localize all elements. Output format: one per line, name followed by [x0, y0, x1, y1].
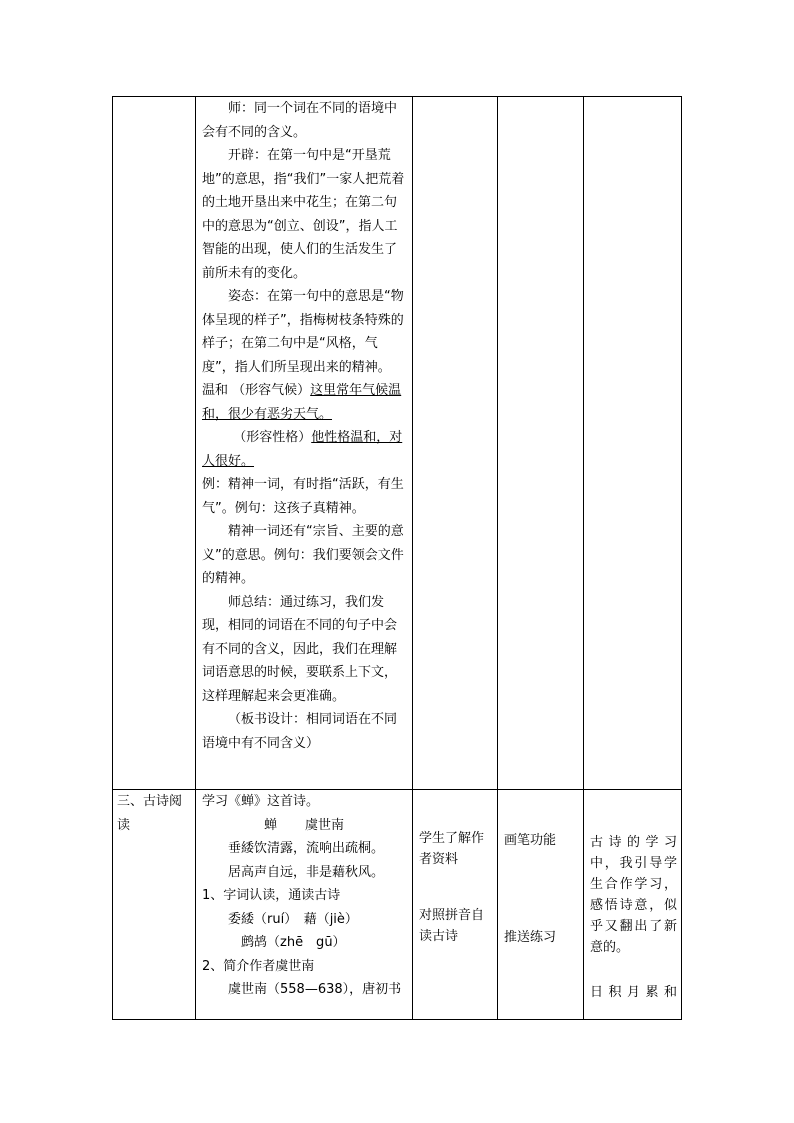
table-row — [113, 790, 682, 1020]
poem-line-1: 垂緌饮清露，流响出疏桐。 — [228, 841, 385, 856]
lesson-plan-table — [112, 96, 682, 1020]
table-row — [113, 97, 682, 790]
paragraph-zitai: 姿态：在第一句中的意思是“物体呈现的样子”，指梅树枝条特殊的样子；在第二句中是“风格，气度”，指人们所呈现出来的精神。 — [202, 289, 404, 375]
paragraph-jingshen-1: 例：精神一词，有时指“活跃，有生气”。例句：这孩子真精神。 — [202, 477, 404, 516]
media-item-1: 画笔功能 — [504, 833, 557, 848]
example-character: 他性格温和，对人很好。 — [202, 430, 403, 469]
section-cell-empty — [113, 97, 196, 790]
section-title: 三、古诗阅读 — [117, 794, 183, 833]
paragraph-jingshen-2: 精神一词还有“宗旨、主要的意义”的意思。例句：我们要领会文件的精神。 — [202, 524, 404, 586]
poem-title: 蝉 — [264, 817, 278, 833]
author-intro: 虞世南（558—638），唐初书 — [228, 982, 402, 997]
paragraph-teacher: 师：同一个词在不同的语境中会有不同的含义。 — [202, 101, 398, 140]
step-1: 1、字词认读，通读古诗 — [202, 888, 341, 903]
paragraph-board-design: （板书设计：相同词语在不同语境中有不同含义） — [202, 712, 398, 751]
step-2: 2、简介作者虞世南 — [202, 958, 315, 974]
poem-author: 虞世南 — [305, 817, 345, 833]
paragraph-wenhe-2 — [202, 426, 408, 473]
student-activity-1: 学生了解作者资料 — [419, 831, 485, 867]
poem-intro: 学习《蝉》这首诗。 — [202, 794, 320, 809]
media-cell-empty — [498, 97, 584, 790]
pinyin-line-2: 鹧鸪（zhē gū） — [241, 935, 346, 950]
reflection-cell-empty — [584, 97, 682, 790]
teaching-content-cell — [196, 790, 413, 1020]
student-activity-cell — [413, 790, 498, 1020]
pinyin-line-1: 委緌（ruí） 藉（jiè） — [228, 911, 358, 927]
reflection-text-2: 日积月累和 — [590, 985, 677, 1000]
reflection-text-1: 古诗的学习中，我引导学生合作学习，感悟诗意，似乎又翻出了新意的。 — [590, 835, 677, 955]
reflection-cell — [584, 790, 682, 1020]
paragraph-wenhe-1 — [202, 379, 408, 426]
media-cell — [498, 790, 584, 1020]
media-item-2: 推送练习 — [504, 930, 557, 945]
example-climate: 这里常年气候温和，很少有恶劣天气。 — [202, 383, 402, 422]
paragraph-kaipi: 开辟：在第一句中是“开垦荒地”的意思，指“我们”一家人把荒着的土地开垦出来中花生；在第二句中的意思为“创立、创设”，指人工智能的出现，使人们的生活发生了前所未有的变化。 — [202, 148, 405, 281]
paragraph-summary: 师总结：通过练习，我们发现，相同的词语在不同的句子中会有不同的含义，因此，我们在理解词语意思的时候，要联系上下文，这样理解起来会更准确。 — [202, 594, 398, 704]
student-activity-cell-empty — [413, 97, 498, 790]
student-activity-2: 对照拼音自读古诗 — [419, 908, 485, 944]
poem-heading — [202, 814, 408, 838]
note-character: （形容性格） — [233, 430, 312, 445]
word-wenhe: 温和 — [202, 383, 229, 398]
section-cell — [113, 790, 196, 1020]
teaching-content-cell — [196, 97, 413, 790]
note-climate: （形容气候） — [232, 383, 311, 398]
poem-line-2: 居高声自远，非是藉秋风。 — [228, 864, 385, 880]
